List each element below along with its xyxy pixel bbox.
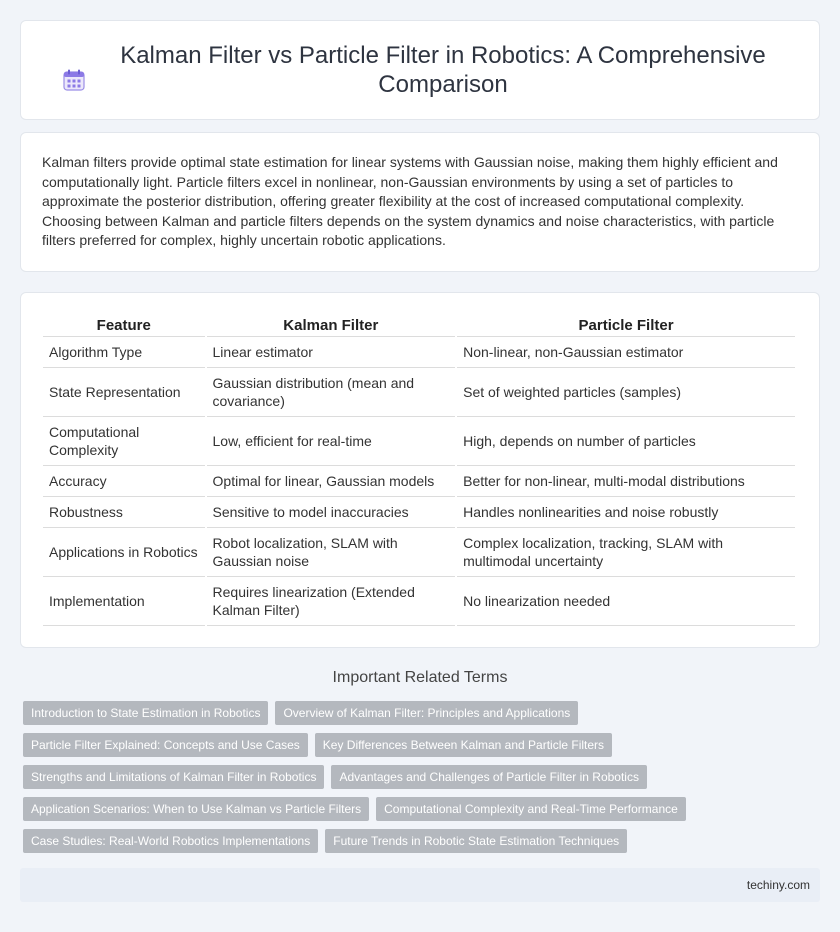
summary-text: Kalman filters provide optimal state estimation for linear systems with Gaussian noise, making them highly efficient and computationally light. Particle filters excel in nonlinear, non-Gaussian environments by using a set of particles to approximate the posterior distribution, offering greater flexibility at the cost of increased computational complexity. Choosing between Kalman and particle filters depends on the system dynamics and noise characteristics, with particle filters preferred for complex, highly uncertain robotic applications. bbox=[42, 154, 778, 249]
tag-row bbox=[23, 733, 823, 757]
cell-particle: No linearization needed bbox=[457, 577, 795, 626]
cell-kalman: Sensitive to model inaccuracies bbox=[207, 497, 456, 528]
cell-particle: Non-linear, non-Gaussian estimator bbox=[457, 337, 795, 368]
related-term-tag[interactable]: Introduction to State Estimation in Robotics bbox=[23, 701, 268, 725]
header-kalman: Kalman Filter bbox=[207, 315, 456, 337]
tag-row bbox=[23, 765, 823, 789]
table-row bbox=[43, 368, 795, 417]
cell-feature: Implementation bbox=[43, 577, 205, 626]
header-feature: Feature bbox=[43, 315, 205, 337]
cell-kalman: Gaussian distribution (mean and covariance) bbox=[207, 368, 456, 417]
cell-feature: Accuracy bbox=[43, 466, 205, 497]
comparison-table-card bbox=[20, 292, 820, 648]
related-term-tag[interactable]: Strengths and Limitations of Kalman Filter in Robotics bbox=[23, 765, 324, 789]
related-term-tag[interactable]: Case Studies: Real-World Robotics Implementations bbox=[23, 829, 318, 853]
header-particle: Particle Filter bbox=[457, 315, 795, 337]
related-terms-list bbox=[23, 701, 823, 861]
table-row bbox=[43, 337, 795, 368]
cell-feature: Algorithm Type bbox=[43, 337, 205, 368]
cell-feature: Applications in Robotics bbox=[43, 528, 205, 577]
tag-row bbox=[23, 701, 823, 725]
comparison-table bbox=[41, 315, 797, 626]
title-card bbox=[20, 20, 820, 120]
table-header-row bbox=[43, 315, 795, 337]
summary-card bbox=[20, 132, 820, 272]
cell-particle: Set of weighted particles (samples) bbox=[457, 368, 795, 417]
cell-kalman: Requires linearization (Extended Kalman Filter) bbox=[207, 577, 456, 626]
cell-particle: Handles nonlinearities and noise robustly bbox=[457, 497, 795, 528]
title-wrap bbox=[61, 41, 779, 99]
table-row bbox=[43, 417, 795, 466]
related-term-tag[interactable]: Computational Complexity and Real-Time Performance bbox=[376, 797, 686, 821]
related-term-tag[interactable]: Key Differences Between Kalman and Particle Filters bbox=[315, 733, 612, 757]
cell-kalman: Optimal for linear, Gaussian models bbox=[207, 466, 456, 497]
cell-feature: Computational Complexity bbox=[43, 417, 205, 466]
table-row bbox=[43, 466, 795, 497]
footer bbox=[20, 868, 820, 902]
page-title: Kalman Filter vs Particle Filter in Robotics: A Comprehensive Comparison bbox=[120, 42, 766, 98]
tag-row bbox=[23, 797, 823, 821]
table-row bbox=[43, 497, 795, 528]
calendar-icon bbox=[61, 67, 87, 93]
cell-kalman: Linear estimator bbox=[207, 337, 456, 368]
cell-particle: High, depends on number of particles bbox=[457, 417, 795, 466]
cell-particle: Complex localization, tracking, SLAM with multimodal uncertainty bbox=[457, 528, 795, 577]
cell-feature: State Representation bbox=[43, 368, 205, 417]
table-row bbox=[43, 577, 795, 626]
related-term-tag[interactable]: Future Trends in Robotic State Estimation Techniques bbox=[325, 829, 627, 853]
cell-kalman: Robot localization, SLAM with Gaussian noise bbox=[207, 528, 456, 577]
related-term-tag[interactable]: Application Scenarios: When to Use Kalman vs Particle Filters bbox=[23, 797, 369, 821]
cell-particle: Better for non-linear, multi-modal distributions bbox=[457, 466, 795, 497]
tag-row bbox=[23, 829, 823, 853]
cell-feature: Robustness bbox=[43, 497, 205, 528]
related-term-tag[interactable]: Particle Filter Explained: Concepts and Use Cases bbox=[23, 733, 308, 757]
related-term-tag[interactable]: Overview of Kalman Filter: Principles and Applications bbox=[275, 701, 578, 725]
related-term-tag[interactable]: Advantages and Challenges of Particle Filter in Robotics bbox=[331, 765, 647, 789]
cell-kalman: Low, efficient for real-time bbox=[207, 417, 456, 466]
table-row bbox=[43, 528, 795, 577]
footer-site-link[interactable]: techiny.com bbox=[746, 878, 810, 892]
related-terms-title: Important Related Terms bbox=[332, 669, 508, 686]
